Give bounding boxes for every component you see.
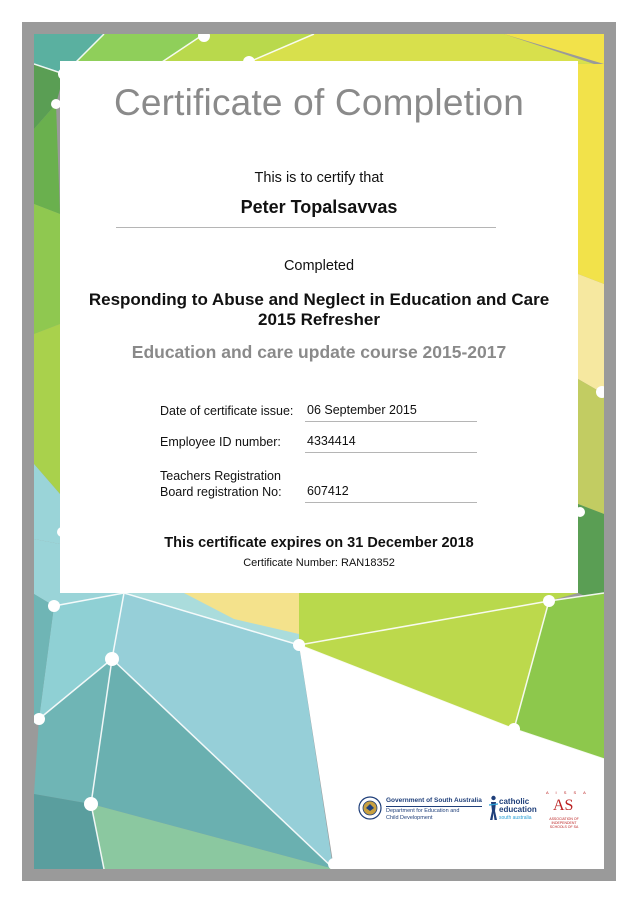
employee-id-value: 4334414	[307, 434, 356, 448]
registration-underline	[305, 502, 477, 503]
issue-date-value: 06 September 2015	[307, 403, 417, 417]
catholic-line: catholic	[499, 797, 530, 806]
aissa-subtitle: ASSOCIATION OF INDEPENDENT SCHOOLS OF SA	[549, 817, 579, 829]
employee-id-label: Employee ID number:	[160, 435, 281, 449]
aissa-top-text: A I S S A	[546, 790, 589, 795]
registration-label-line1: Teachers Registration	[160, 469, 281, 483]
course-title-line1: Responding to Abuse and Neglect in Education and Care	[88, 290, 550, 309]
issue-date-label: Date of certificate issue:	[160, 404, 294, 418]
sa-subtitle-line1: Department for Education and	[386, 808, 460, 814]
education-line: education	[499, 805, 537, 814]
registration-label	[160, 468, 282, 500]
employee-id-underline	[305, 452, 477, 453]
registration-label-line2: Board registration No:	[160, 485, 282, 499]
issue-date-underline	[305, 421, 477, 422]
name-underline	[116, 227, 496, 228]
certificate-title: Certificate of Completion	[113, 82, 525, 123]
course-title-line2: 2015 Refresher	[258, 310, 380, 329]
recipient-name: Peter Topalsavvas	[240, 197, 398, 217]
certify-text: This is to certify that	[254, 170, 384, 186]
certificate-number: Certificate Number: RAN18352	[243, 557, 395, 569]
registration-value: 607412	[307, 484, 349, 498]
sa-logo-divider	[386, 806, 482, 807]
catholic-education-text	[499, 798, 537, 814]
aissa-logo-mark: AS	[553, 797, 574, 814]
course-title	[0, 290, 638, 330]
catholic-education-subtitle: south australia	[499, 815, 532, 821]
sa-subtitle-line2: Child Development	[386, 815, 433, 821]
sa-government-title: Government of South Australia	[386, 797, 482, 804]
sa-government-subtitle	[386, 808, 476, 822]
completed-text: Completed	[283, 258, 355, 274]
catholic-education-figure-icon	[489, 795, 498, 821]
sa-government-seal-icon	[358, 796, 382, 820]
expiry-text: This certificate expires on 31 December 2018	[164, 535, 474, 551]
course-subtitle: Education and care update course 2015-2017	[131, 342, 507, 362]
